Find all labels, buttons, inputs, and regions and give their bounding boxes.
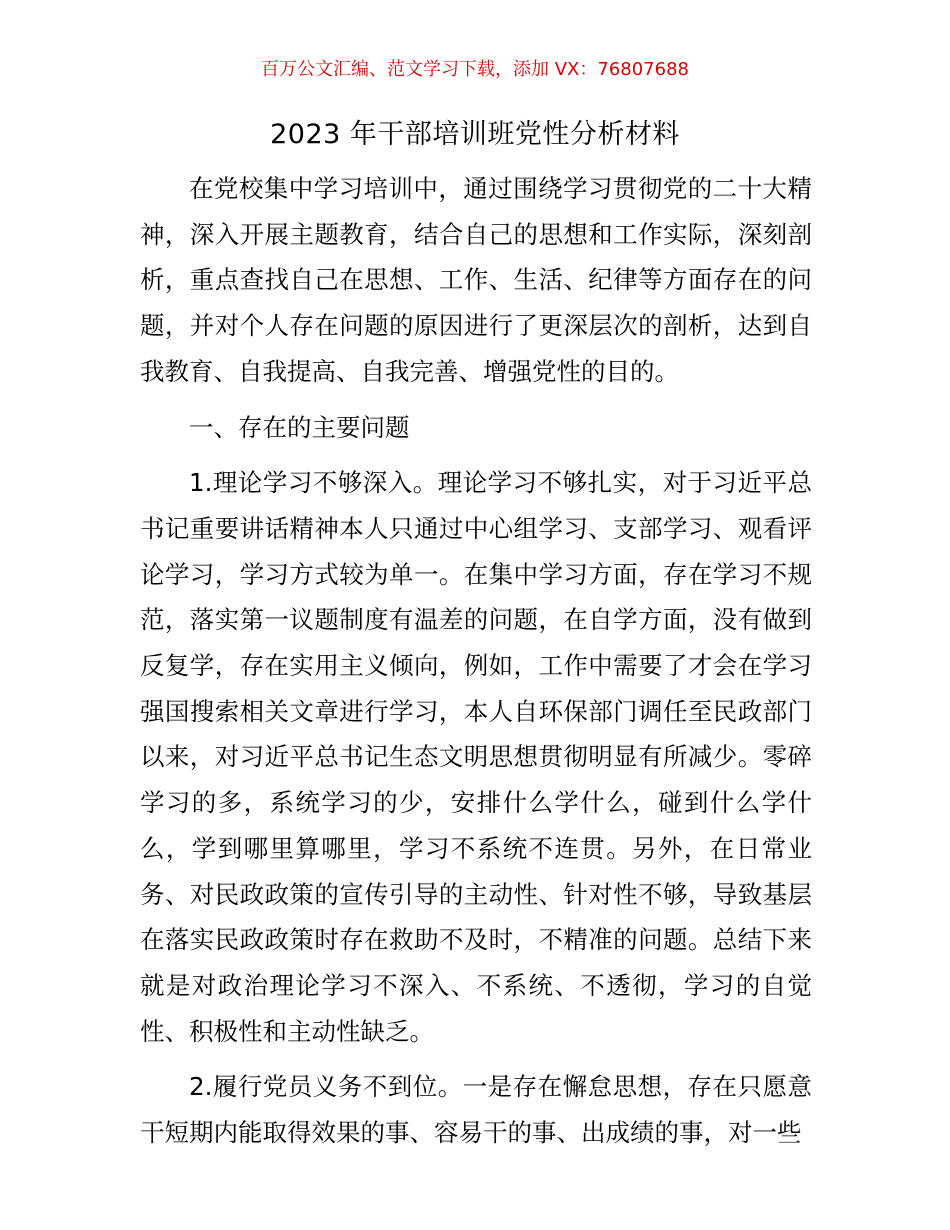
header-watermark-note: 百万公文汇编、范文学习下载，添加 VX：76807688 (261, 59, 689, 80)
document-body (140, 166, 812, 1156)
paragraph-party-duties: 2.履行党员义务不到位。一是存在懈怠思想，存在只愿意干短期内能取得效果的事、容易干的事、出成绩的事，对一些 (140, 1072, 812, 1148)
document-title: 2023 年干部培训班党性分析材料 (270, 119, 680, 150)
paragraph-intro: 在党校集中学习培训中，通过围绕学习贯彻党的二十大精神，深入开展主题教育，结合自己的思想和工作实际，深刻剖析，重点查找自己在思想、工作、生活、纪律等方面存在的问题，并对个人存在问题的原因进行了更深层次的剖析，达到自我教育、自我提高、自我完善、增强党性的目的。 (140, 174, 812, 386)
paragraph-theory-study: 1.理论学习不够深入。理论学习不够扎实，对于习近平总书记重要讲话精神本人只通过中心组学习、支部学习、观看评论学习，学习方式较为单一。在集中学习方面，存在学习不规范，落实第一议题制度有温差的问题，在自学方面，没有做到反复学，存在实用主义倾向，例如，工作中需要了才会在学习强国搜索相关文章进行学习，本人自环保部门调任至民政部门以来，对习近平总书记生态文明思想贯彻明显有所减少。零碎学习的多，系统学习的少，安排什么学什么，碰到什么学什么，学到哪里算哪里，学习不系统不连贯。另外，在日常业务、对民政政策的宣传引导的主动性、针对性不够，导致基层在落实民政政策时存在救助不及时，不精准的问题。总结下来就是对政治理论学习不深入、不系统、不透彻，学习的自觉性、积极性和主动性缺乏。 (140, 468, 812, 1046)
section-heading-main-problems: 一、存在的主要问题 (189, 412, 410, 442)
